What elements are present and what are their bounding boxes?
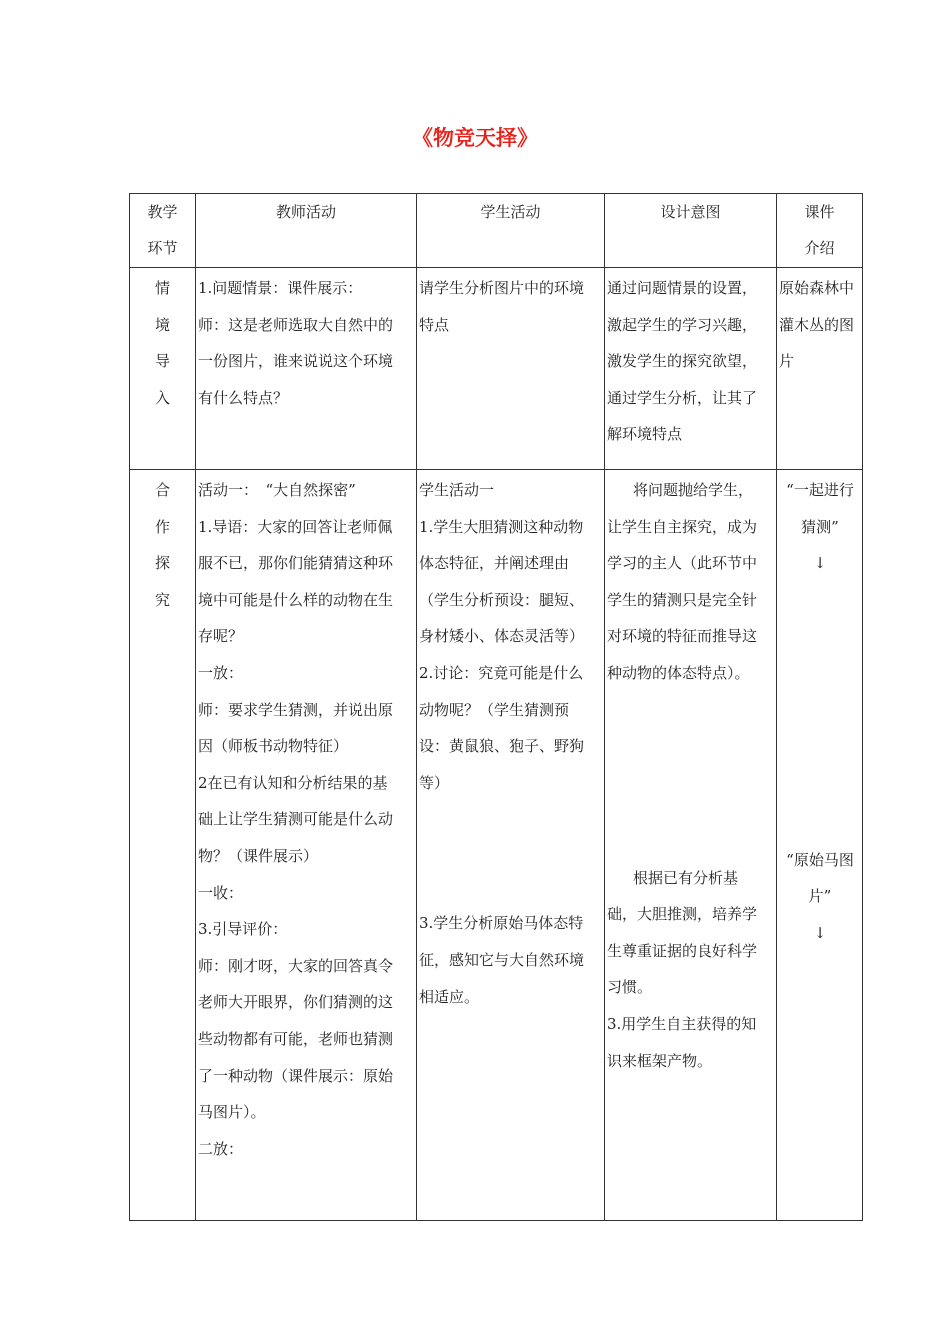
text-line: 生尊重证据的良好科学 bbox=[607, 941, 758, 960]
text-line: 境中可能是什么样的动物在生 bbox=[198, 590, 394, 609]
text-line: 导 bbox=[154, 352, 170, 371]
header-student: 学生活动 bbox=[417, 194, 605, 268]
text-line: 2.讨论：究竟可能是什么 bbox=[419, 663, 584, 682]
design-intent-cell bbox=[605, 470, 777, 1221]
text-line: 一份图片，谁来说说这个环境 bbox=[198, 352, 394, 371]
text-line: “原始马图 bbox=[786, 850, 854, 869]
text-line: 身材矮小、体态灵活等） bbox=[419, 627, 585, 646]
text-line: 让学生自主探究，成为 bbox=[607, 517, 758, 536]
text-line: 激起学生的学习兴趣， bbox=[607, 315, 758, 334]
lesson-plan-table bbox=[129, 193, 863, 1221]
stage-cell bbox=[130, 470, 196, 1221]
text-line: 猜测” bbox=[801, 517, 839, 536]
text-line: 特点 bbox=[419, 315, 450, 334]
text-line: 入 bbox=[154, 388, 170, 407]
text-line: 服不已，那你们能猜猜这种环 bbox=[198, 554, 394, 573]
text-line: 一放： bbox=[198, 663, 244, 682]
table-header-row bbox=[130, 194, 863, 268]
student-activity-cell bbox=[417, 470, 605, 1221]
stage-cell bbox=[130, 268, 196, 470]
text-line: 物？（课件展示） bbox=[198, 846, 319, 865]
text-line: 了一种动物（课件展示：原始 bbox=[198, 1066, 394, 1085]
table-row bbox=[130, 268, 863, 470]
text-line: 1.问题情景：课件展示： bbox=[198, 279, 363, 297]
text-line: 解环境特点 bbox=[607, 425, 683, 444]
text-line: 通过问题情景的设置， bbox=[607, 279, 758, 297]
header-stage: 教学 环节 bbox=[130, 194, 196, 268]
text-line: 征，感知它与大自然环境 bbox=[419, 950, 585, 969]
text-line: 础，大胆推测，培养学 bbox=[607, 905, 758, 924]
text-line: 习惯。 bbox=[607, 978, 653, 997]
text-line: 学习的主人（此环节中 bbox=[607, 554, 758, 573]
text-line: 片” bbox=[808, 887, 832, 906]
text-line: 请学生分析图片中的环境 bbox=[419, 279, 585, 297]
text-line: 将问题抛给学生， bbox=[633, 481, 754, 499]
text-line: 活动一： “大自然探密” bbox=[198, 481, 356, 499]
text-line: 动物呢？（学生猜测预 bbox=[419, 700, 570, 719]
page-title: 《物竞天择》 bbox=[412, 126, 538, 150]
text-line: 体态特征，并阐述理由 bbox=[419, 554, 570, 573]
text-line: 师：刚才呀，大家的回答真令 bbox=[198, 956, 394, 975]
text-line: 境 bbox=[154, 315, 170, 334]
text-line: 有什么特点？ bbox=[198, 388, 289, 407]
text-line: 础上让学生猜测可能是什么动 bbox=[198, 810, 394, 829]
text-line: 设：黄鼠狼、狍子、野狗 bbox=[419, 737, 585, 756]
text-line: 2在已有认知和分析结果的基 bbox=[198, 773, 388, 792]
teacher-activity-cell bbox=[196, 470, 417, 1221]
text-line: 学生的猜测只是完全针 bbox=[607, 590, 758, 609]
header-teacher: 教师活动 bbox=[196, 194, 417, 268]
student-activity-cell bbox=[417, 268, 605, 470]
text-line: 对环境的特征而推导这 bbox=[607, 627, 758, 646]
text-line: ↓ bbox=[813, 923, 827, 942]
header-courseware: 课件 介绍 bbox=[777, 194, 863, 268]
text-line: 相适应。 bbox=[419, 987, 480, 1006]
text-line: “一起进行 bbox=[786, 481, 854, 499]
text-line: 因（师板书动物特征） bbox=[198, 737, 349, 756]
text-line: 3.引导评价： bbox=[198, 920, 288, 939]
text-line: 1.导语：大家的回答让老师佩 bbox=[198, 517, 393, 536]
text-line: 通过学生分析，让其了 bbox=[607, 388, 758, 407]
text-line: 存呢？ bbox=[198, 627, 244, 646]
text-line: 灌木丛的图 bbox=[779, 315, 855, 334]
header-design: 设计意图 bbox=[605, 194, 777, 268]
text-line: 等） bbox=[419, 773, 450, 792]
text-line: 一收： bbox=[198, 883, 244, 902]
text-line: 二放： bbox=[198, 1139, 244, 1158]
text-line: 老师大开眼界，你们猜测的这 bbox=[198, 993, 394, 1012]
text-line: 马图片）。 bbox=[198, 1103, 266, 1122]
teacher-activity-cell bbox=[196, 268, 417, 470]
text-line: 探 bbox=[154, 554, 170, 573]
text-line: 3.用学生自主获得的知 bbox=[607, 1014, 757, 1033]
text-line: 合 bbox=[154, 481, 170, 499]
design-intent-cell bbox=[605, 268, 777, 470]
text-line: 原始森林中 bbox=[779, 279, 855, 297]
text-line: 识来框架产物。 bbox=[607, 1051, 713, 1070]
text-line: 情 bbox=[154, 279, 170, 297]
text-line: 种动物的体态特点）。 bbox=[607, 663, 750, 682]
text-line: 片 bbox=[779, 352, 795, 371]
text-line: 作 bbox=[154, 517, 170, 536]
text-line: 师：这是老师选取大自然中的 bbox=[198, 315, 394, 334]
text-line: （学生分析预设：腿短、 bbox=[419, 590, 585, 609]
table-row bbox=[130, 470, 863, 1221]
text-line: 师：要求学生猜测，并说出原 bbox=[198, 700, 394, 719]
text-line: 激发学生的探究欲望， bbox=[607, 352, 758, 371]
text-line: 学生活动一 bbox=[419, 481, 495, 499]
text-line: 根据已有分析基 bbox=[633, 868, 739, 887]
text-line: 1.学生大胆猜测这种动物 bbox=[419, 517, 584, 536]
text-line: ↓ bbox=[813, 554, 827, 573]
text-line: 究 bbox=[154, 590, 170, 609]
courseware-cell bbox=[777, 470, 863, 1221]
text-line: 3.学生分析原始马体态特 bbox=[419, 914, 584, 933]
text-line: 些动物都有可能，老师也猜测 bbox=[198, 1029, 394, 1048]
courseware-cell bbox=[777, 268, 863, 470]
